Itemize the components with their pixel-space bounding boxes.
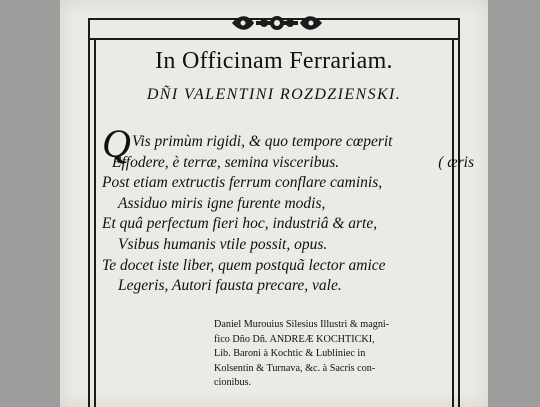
dedication-line-5: cionibus.	[214, 377, 252, 389]
book-page	[60, 0, 488, 407]
poem-line-1: Vis primùm rigidi, & quo tempore cœperit	[132, 133, 393, 150]
poem-line-2	[102, 153, 474, 174]
poem-line-4: Assiduo miris igne furente modis,	[118, 194, 326, 212]
page-title: In Officinam Ferrariam.	[155, 48, 393, 74]
poem-line-5: Et quâ perfectum fieri hoc, industriâ & arte,	[102, 215, 378, 233]
poem-line-6: Vsibus humanis vtile possit, opus.	[118, 235, 328, 253]
poem-line-3: Post etiam extructis ferrum conflare caminis,	[102, 174, 383, 192]
dedication-block	[214, 318, 456, 391]
drop-cap: Q	[102, 121, 131, 166]
left-border-outer	[88, 18, 90, 407]
dedication-line-4: Kolsentin & Turnava, &c. à Sacris con-	[214, 362, 376, 374]
header-rule	[88, 38, 458, 40]
dedication-line-2: fico Dño Dñ. ANDREÆ KOCHTICKI,	[214, 333, 375, 345]
poem-line-2-tail: ( æris	[438, 153, 474, 171]
dedication-line-3: Lib. Baroni à Kochtic & Lubliniec in	[214, 348, 366, 360]
author-line: DÑI VALENTINI ROZDZIENSKI.	[146, 86, 402, 103]
poem-line-8: Legeris, Autori fausta precare, vale.	[118, 277, 342, 295]
poem-block	[102, 132, 474, 297]
ornament-icon	[230, 12, 324, 34]
poem-line-2-text: Effodere, è terræ, semina visceribus.	[112, 153, 340, 171]
poem-line-7: Te docet iste liber, quem postquã lector amice	[102, 256, 386, 274]
dedication-line-1: Daniel Murouius Silesius Illustri & magni-	[214, 319, 390, 330]
